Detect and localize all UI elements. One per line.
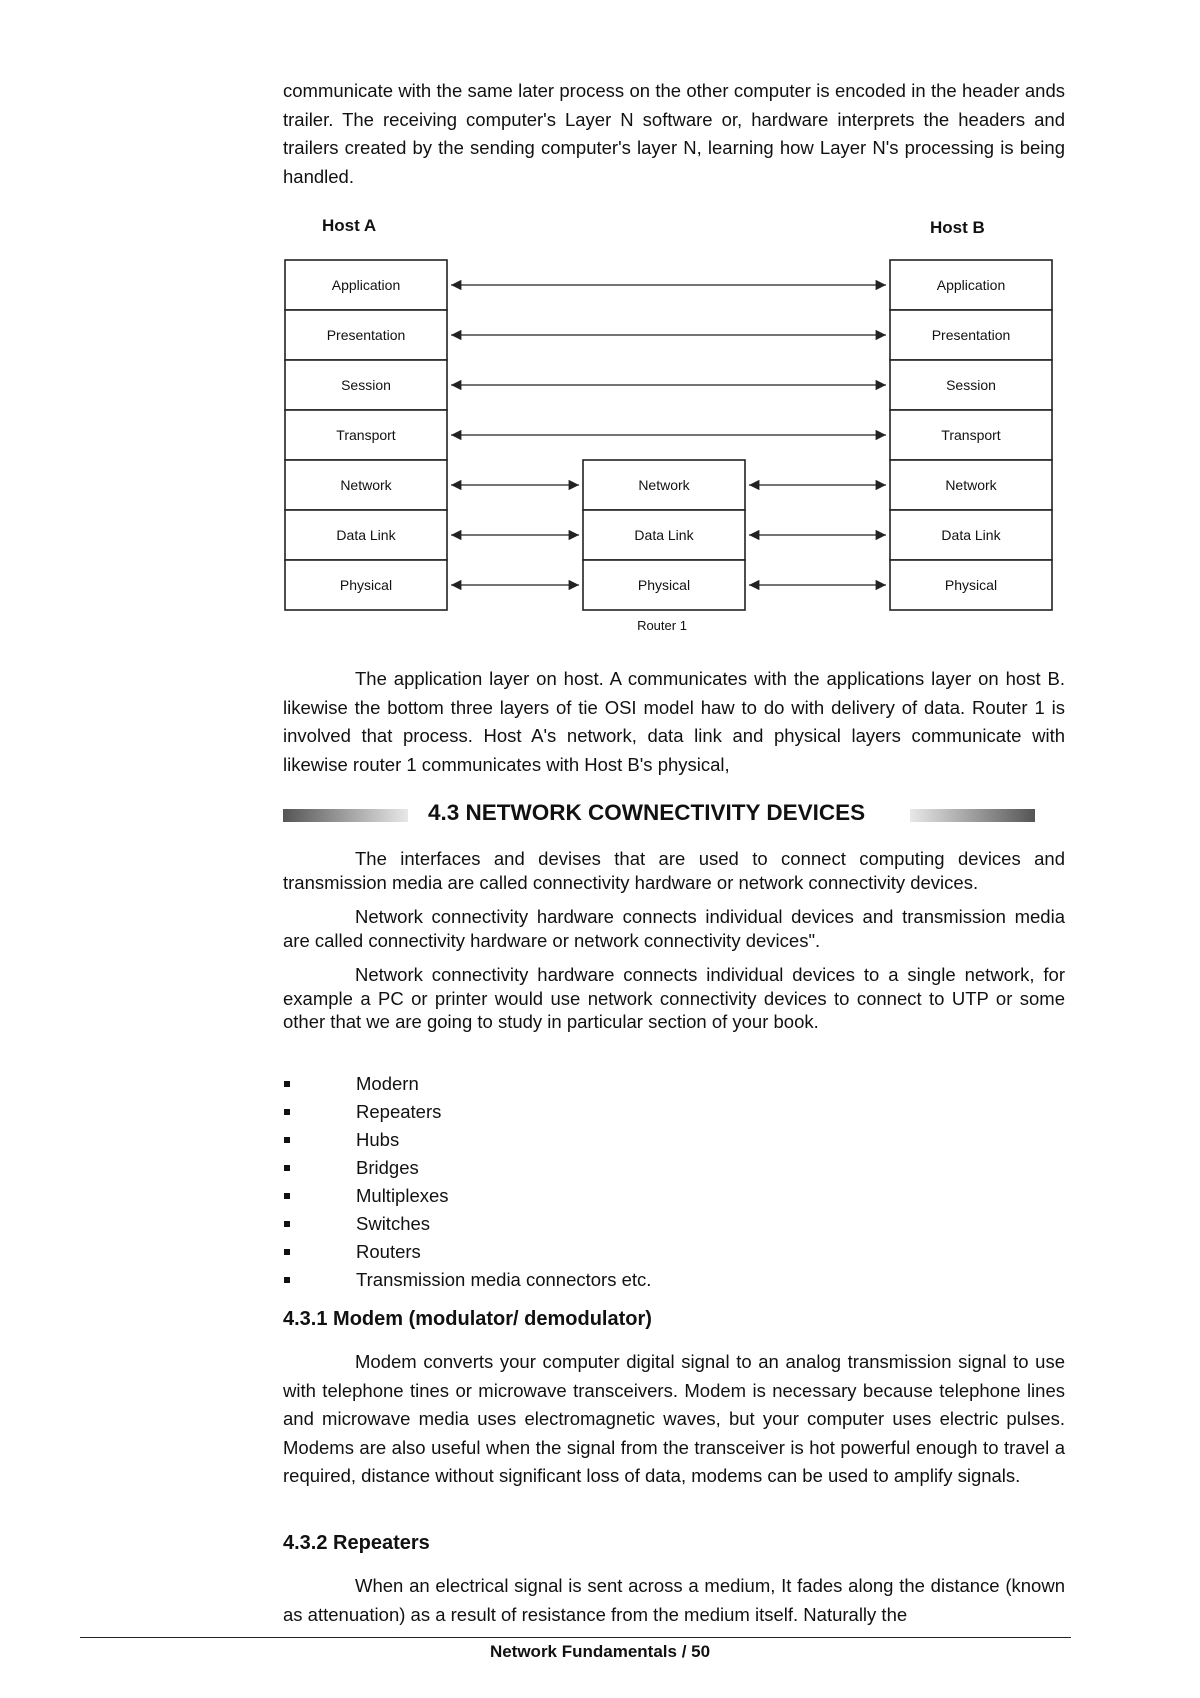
host-b-label: Host B xyxy=(930,218,985,237)
router-label: Router 1 xyxy=(637,618,687,633)
osi-layer-diagram xyxy=(270,210,1070,640)
layer-label: Network xyxy=(340,477,392,493)
host-a-layer-application xyxy=(285,260,447,310)
bullet-icon xyxy=(284,1221,290,1227)
host-b-layer-network xyxy=(890,460,1052,510)
section-title: 4.3 NETWORK COWNECTIVITY DEVICES xyxy=(428,800,866,825)
host-b-stack xyxy=(890,260,1052,610)
layer-label: Presentation xyxy=(326,327,406,343)
host-a-label: Host A xyxy=(322,216,377,235)
host-a-layer-data-link xyxy=(285,510,447,560)
layer-label: Physical xyxy=(339,577,393,593)
host-b-layer-presentation xyxy=(890,310,1052,360)
list-item: Switches xyxy=(283,1210,651,1238)
layer-label: Transport xyxy=(941,427,1001,443)
layer-label: Transport xyxy=(336,427,396,443)
diagram-explanation: The application layer on host. A communicates with the applications layer on host B. likewise the bottom three layers of tie OSI model haw to do with delivery of data. Router 1 is involved that process. Host A's network, data link and physical layers communicate with likewise router 1 communicates with Host B's physical, xyxy=(283,668,1065,775)
host-b-layer-transport xyxy=(890,410,1052,460)
host-a-stack xyxy=(285,260,447,610)
list-item: Multiplexes xyxy=(283,1182,651,1210)
heading-bar-left xyxy=(283,809,408,822)
list-item: Routers xyxy=(283,1238,651,1266)
bullet-icon xyxy=(284,1277,290,1283)
layer-label: Presentation xyxy=(931,327,1011,343)
host-a-layer-presentation xyxy=(285,310,447,360)
layer-label: Physical xyxy=(637,577,691,593)
layer-label: Network xyxy=(945,477,997,493)
layer-label: Data Link xyxy=(336,527,396,543)
layer-label: Session xyxy=(341,377,391,393)
layer-label: Physical xyxy=(944,577,998,593)
modem-paragraph: Modem converts your computer digital signal to an analog transmission signal to use with telephone tines or microwave transceivers. Modem is necessary because telephone lines and microwave media uses electromagnetic waves, but your computer uses electric pulses. Modems are also useful when the signal from the transceiver is hot powerful enough to travel a required, distance without significant loss of data, modems can be used to amplify signals. xyxy=(283,1351,1065,1486)
host-b-layer-physical xyxy=(890,560,1052,610)
section-paragraph: Network connectivity hardware connects individual devices to a single network, for example a PC or printer would use network connectivity devices to connect to UTP or some other that we are going to study in particular section of your book. xyxy=(283,964,1065,1032)
router-layer-physical xyxy=(583,560,745,610)
section-heading xyxy=(283,800,1035,830)
host-a-layer-network xyxy=(285,460,447,510)
host-a-layer-session xyxy=(285,360,447,410)
router-layer-network xyxy=(583,460,745,510)
router-layer-data-link xyxy=(583,510,745,560)
host-b-layer-session xyxy=(890,360,1052,410)
list-item: Bridges xyxy=(283,1154,651,1182)
layer-label: Application xyxy=(331,277,401,293)
layer-label: Network xyxy=(638,477,690,493)
subsection-title-modem: 4.3.1 Modem (modulator/ demodulator) xyxy=(283,1308,652,1330)
bullet-icon xyxy=(284,1165,290,1171)
list-item: Modern xyxy=(283,1070,651,1098)
section-paragraph: Network connectivity hardware connects individual devices and transmission media are called connectivity hardware or network connectivity devices". xyxy=(283,906,1065,951)
page-footer: Network Fundamentals / 50 xyxy=(489,1642,711,1661)
intro-paragraph: communicate with the same later process on the other computer is encoded in the header ands trailer. The receiving computer's Layer N software or, hardware interprets the headers and trailers created by the sending computer's layer N, learning how Layer N's processing is being handled. xyxy=(283,80,1065,187)
host-b-layer-application xyxy=(890,260,1052,310)
bullet-icon xyxy=(284,1249,290,1255)
device-list xyxy=(283,1070,651,1294)
section-paragraph: The interfaces and devises that are used to connect computing devices and transmission media are called connectivity hardware or network connectivity devices. xyxy=(283,848,1065,893)
layer-label: Data Link xyxy=(941,527,1001,543)
host-b-layer-data-link xyxy=(890,510,1052,560)
host-a-layer-transport xyxy=(285,410,447,460)
heading-bar-right xyxy=(910,809,1035,822)
host-a-layer-physical xyxy=(285,560,447,610)
repeaters-paragraph: When an electrical signal is sent across a medium, It fades along the distance (known as attenuation) as a result of resistance from the medium itself. Naturally the xyxy=(283,1575,1065,1625)
list-item: Transmission media connectors etc. xyxy=(283,1266,651,1294)
bullet-icon xyxy=(284,1193,290,1199)
footer-divider xyxy=(80,1637,1071,1638)
layer-label: Application xyxy=(936,277,1006,293)
list-item: Repeaters xyxy=(283,1098,651,1126)
bullet-icon xyxy=(284,1081,290,1087)
subsection-title-repeaters: 4.3.2 Repeaters xyxy=(283,1532,430,1554)
router-stack xyxy=(583,460,745,610)
bullet-icon xyxy=(284,1109,290,1115)
bullet-icon xyxy=(284,1137,290,1143)
layer-label: Session xyxy=(946,377,996,393)
list-item: Hubs xyxy=(283,1126,651,1154)
layer-label: Data Link xyxy=(634,527,694,543)
